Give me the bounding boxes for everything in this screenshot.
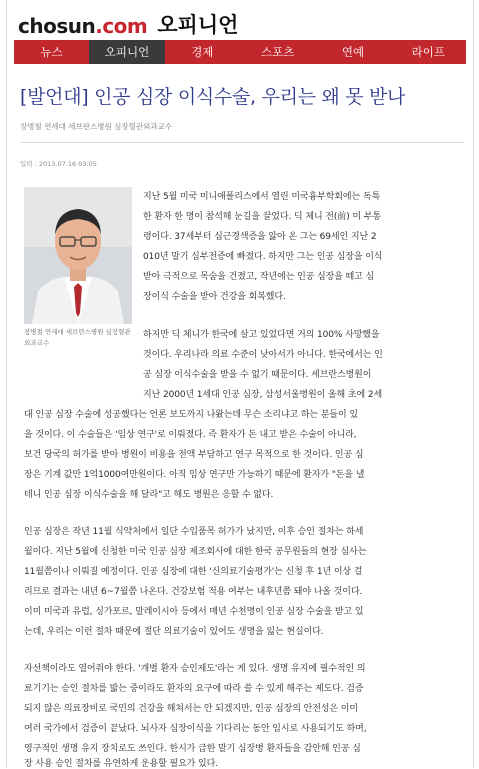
- article-line: 리므로 결과는 내년 6~7월쯤 나온다. 건강보험 적용 여부는 내후년쯤 돼야 나올 것이다.: [24, 587, 363, 597]
- author-portrait-image: [24, 187, 132, 324]
- article-line: 것이다. 우리나라 의료 수준이 낮아서가 아니다. 한국에서는 인: [143, 350, 383, 360]
- article-line: 는데, 우리는 이런 절차 때문에 절단 의료기술이 있어도 생명을 잃는 현실이다.: [24, 627, 324, 637]
- logo-text: chosun: [18, 14, 96, 38]
- article-line: 이미 미국과 유럽, 싱가포르, 말레이시아 등에서 매년 수천명이 인공 심장 수술을 받고 있: [24, 607, 364, 617]
- nav-item-entertainment[interactable]: 연예: [341, 45, 365, 59]
- nav-item-sports[interactable]: 스포츠: [260, 45, 295, 59]
- section-title: 오피니언: [157, 13, 239, 37]
- article-line: 료기기는 승인 절차를 밟는 중이라도 환자의 요구에 따라 쓸 수 있게 해주는 제도다. 검증: [24, 684, 364, 694]
- article-byline: 장병철 연세대 세브란스병원 심장혈관외과교수: [20, 122, 173, 131]
- article-line: 장 사용 승인 절차를 유연하게 운용할 필요가 있다.: [24, 759, 218, 769]
- article-line: 지난 2000년 1세대 인공 심장, 삼성서울병원이 올해 초에 2세: [143, 390, 383, 400]
- article-line: 한 환자 한 명이 참석해 눈길을 끌었다. 딕 체니 전(前) 미 부통: [143, 212, 381, 222]
- article-line: 테니 인공 심장 이식수술을 해 달라"고 해도 병원은 응할 수 없다.: [24, 490, 274, 500]
- photo-caption: 장병철 연세대 세브란스병원 심장혈관외과교수: [24, 328, 131, 347]
- article-date: 입력 : 2013.07.16 03:05: [20, 160, 97, 168]
- site-logo[interactable]: [18, 16, 147, 36]
- article-line: 010년 말기 심부전증에 빠졌다. 하지만 그는 인공 심장을 이식: [143, 252, 383, 262]
- page-frame: [6, 0, 474, 768]
- article-line: 공 심장 이식수술을 받을 수 없기 때문이다. 세브란스병원이: [143, 370, 372, 380]
- masthead: [18, 10, 238, 36]
- author-photo: [24, 187, 132, 324]
- logo-domain: .com: [95, 14, 148, 38]
- article-line: 보건 당국의 허가를 받아 병원이 비용을 전액 부담하고 연구 목적으로 한 것이다. 인공 심: [24, 450, 364, 460]
- article-line: 되지 않은 의료장비로 국민의 건강을 해쳐서는 안 되겠지만, 인공 심장의 안전성은 이미: [24, 704, 358, 714]
- article-line: 지난 5월 미국 미니애폴리스에서 열린 미국흉부학회에는 독특: [143, 192, 381, 202]
- article-line: 여러 국가에서 검증이 끝났다. 뇌사자 심장이식을 기다리는 동안 임시로 사용되기도 하며,: [24, 724, 367, 734]
- divider: [20, 142, 464, 143]
- article-line: 11월쯤이나 이뤄질 예정이다. 인공 심장에 대한 '신의료기술평가'는 신청 후 1년 이상 걸: [24, 567, 363, 577]
- article-line: 을 것이다. 이 수술들은 '임상 연구'로 이뤄졌다. 즉 환자가 돈 내고 받은 수술이 아니라,: [24, 430, 357, 440]
- article-line: 대 인공 심장 수술에 성공했다는 언론 보도까지 나왔는데 무슨 소리냐고 하는 분들이 있: [24, 410, 358, 420]
- article-line: 인공 심장은 작년 11월 식약처에서 일단 수입품목 허가가 났지만, 이후 승인 절차는 하세: [24, 527, 364, 537]
- article-line: 영구적인 생명 유지 장치로도 쓰인다. 한시가 급한 말기 심장병 환자들을 감안해 인공 심: [24, 744, 361, 754]
- article-line: 자선책이라도 열어줘야 한다. '개별 환자 승인제도'라는 게 있다. 생명 유지에 필수적인 의: [24, 664, 366, 674]
- article-line: 장은 기계 값만 1억1000여만원이다. 아직 임상 연구만 가능하기 때문에 환자가 "돈을 낼: [24, 470, 365, 480]
- article-headline: [발언대] 인공 심장 이식수술, 우리는 왜 못 받나: [20, 86, 406, 108]
- nav-item-news[interactable]: 뉴스: [40, 45, 63, 59]
- main-nav: [14, 40, 466, 64]
- nav-item-economy[interactable]: 경제: [191, 45, 214, 59]
- nav-item-opinion[interactable]: 오피니언: [89, 40, 164, 64]
- article-line: 월이다. 지난 5월에 신청한 미국 인공 심장 제조회사에 대한 한국 공무원들의 현장 심사는: [24, 547, 367, 557]
- nav-item-life[interactable]: 라이프: [411, 45, 445, 59]
- article-line: 받아 극적으로 목숨을 건졌고, 작년에는 인공 심장을 떼고 심: [143, 272, 375, 282]
- article-line: 장이식 수술을 받아 건강을 회복했다.: [143, 292, 286, 302]
- article-line: 령이다. 37세부터 심근경색증을 앓아 온 그는 69세인 지난 2: [143, 232, 377, 242]
- article-line: 하지만 딕 체니가 한국에 살고 있었다면 거의 100% 사망했을: [143, 330, 380, 340]
